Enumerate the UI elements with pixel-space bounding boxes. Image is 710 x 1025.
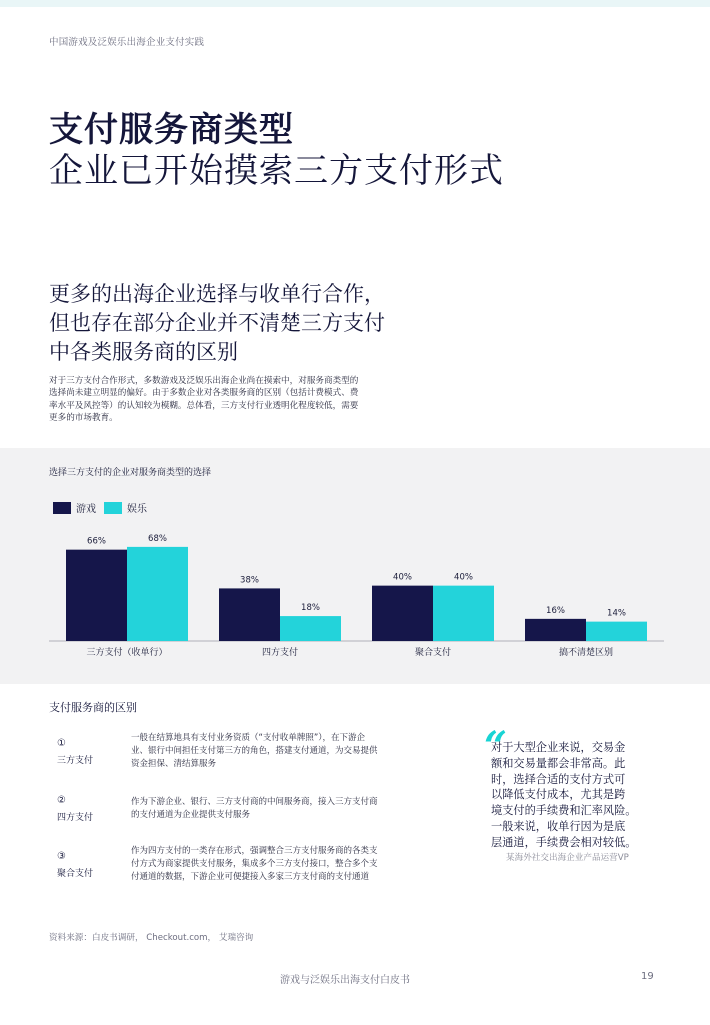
- chart-bar: [66, 550, 127, 641]
- row-number: ①: [57, 738, 66, 749]
- row-description: [131, 796, 461, 822]
- bar-value-label: 16%: [546, 605, 565, 616]
- diff-section-title: 支付服务商的区别: [49, 701, 137, 714]
- quote-line: 以降低支付成本，尤其是跨: [491, 788, 626, 802]
- intro-line: 对于三方支付合作形式，多数游戏及泛娱乐出海企业尚在摸索中，对服务商类型的: [49, 376, 359, 386]
- subhead-line: 但也存在部分企业并不清楚三方支付: [49, 311, 385, 335]
- row-desc-line: 付通道的数据，下游企业可便捷接入多家三方支付商的支付通道: [131, 872, 370, 882]
- intro-line: 选择尚未建立明显的偏好。由于多数企业对各类服务商的区别（包括计费模式、费: [49, 388, 359, 399]
- section-subhead: [49, 280, 449, 367]
- bar-chart: [0, 448, 710, 684]
- footer-title: 游戏与泛娱乐出海支付白皮书: [280, 975, 410, 986]
- subhead-line: 中各类服务商的区别: [49, 340, 238, 364]
- bar-value-label: 18%: [301, 603, 320, 614]
- page-title: 支付服务商类型: [49, 110, 294, 150]
- category-tick-label: 聚合支付: [414, 648, 452, 658]
- intro-line: 更多的市场教育。: [49, 413, 118, 424]
- quote-line: 额和交易量都会非常高。此: [491, 756, 626, 770]
- row-desc-line: 作为下游企业、银行、三方支付商的中间服务商，接入三方支付商: [131, 797, 378, 807]
- chart-bar: [219, 588, 280, 641]
- row-desc-line: 作为四方支付的一类存在形式，强调整合三方支付服务商的各类支: [131, 846, 378, 856]
- bar-value-label: 38%: [240, 575, 259, 586]
- subhead-line: 更多的出海企业选择与收单行合作，: [49, 282, 385, 306]
- chart-bar: [372, 586, 433, 641]
- chart-bar: [586, 622, 647, 641]
- chart-bar: [433, 586, 494, 641]
- page-subtitle: 企业已开始摸索三方支付形式: [49, 151, 504, 191]
- intro-line: 率水平及风控等）的认知较为模糊。总体看，三方支付行业透明化程度较低，需要: [49, 400, 359, 411]
- chart-bar: [280, 616, 341, 641]
- row-desc-line: 的支付通道为企业提供支付服务: [131, 810, 251, 820]
- row-name: 三方支付: [57, 756, 94, 766]
- bar-value-label: 14%: [607, 608, 626, 619]
- row-desc-line: 一般在结算地具有支付业务资质（“支付收单牌照”），在下游企: [131, 733, 366, 743]
- row-name: 聚合支付: [57, 869, 94, 879]
- row-description: [131, 845, 461, 884]
- row-number: ③: [57, 851, 66, 862]
- quote-line: 对于大型企业来说，交易金: [491, 741, 626, 754]
- category-tick-label: 四方支付: [261, 648, 299, 658]
- row-number: ②: [57, 795, 66, 806]
- bar-value-label: 66%: [87, 536, 106, 547]
- chart-bar: [525, 619, 586, 641]
- row-name: 四方支付: [57, 813, 94, 823]
- category-tick-label: 三方支付（收单行）: [86, 648, 168, 658]
- category-tick-label: 搞不清楚区别: [558, 648, 614, 658]
- quote-line: 时，选择合适的支付方式可: [491, 772, 626, 786]
- intro-paragraph: [49, 375, 434, 425]
- legend-label: 游戏: [76, 504, 96, 515]
- quote-line: 一般来说，收单行因为是底: [491, 819, 626, 833]
- row-desc-line: 资金担保、清结算服务: [131, 759, 217, 769]
- running-header: 中国游戏及泛娱乐出海企业支付实践: [49, 37, 205, 48]
- quote-mark-icon: “: [484, 723, 508, 770]
- quote-attribution: 某海外社交出海企业产品运营VP: [506, 853, 629, 863]
- row-desc-line: 付方式为商家提供支付服务，集成多个三方支付接口，整合多个支: [131, 859, 378, 869]
- bar-value-label: 40%: [454, 572, 473, 583]
- pull-quote: [491, 740, 666, 851]
- quote-line: 境支付的手续费和汇率风险。: [491, 804, 637, 818]
- page-number: 19: [641, 971, 654, 982]
- row-desc-line: 业、银行中间担任支付第三方的角色，搭建支付通道，为交易提供: [131, 746, 378, 756]
- bar-value-label: 40%: [393, 572, 412, 583]
- bar-value-label: 68%: [148, 533, 167, 544]
- chart-title: 选择三方支付的企业对服务商类型的选择: [49, 468, 212, 478]
- quote-line: 层通道，手续费会相对较低。: [491, 835, 637, 849]
- legend-label: 娱乐: [127, 504, 147, 515]
- source-note: 资料来源：白皮书调研， Checkout.com， 艾瑞咨询: [49, 933, 254, 943]
- chart-bar: [127, 547, 188, 641]
- row-description: [131, 732, 461, 771]
- top-strip: [0, 0, 710, 7]
